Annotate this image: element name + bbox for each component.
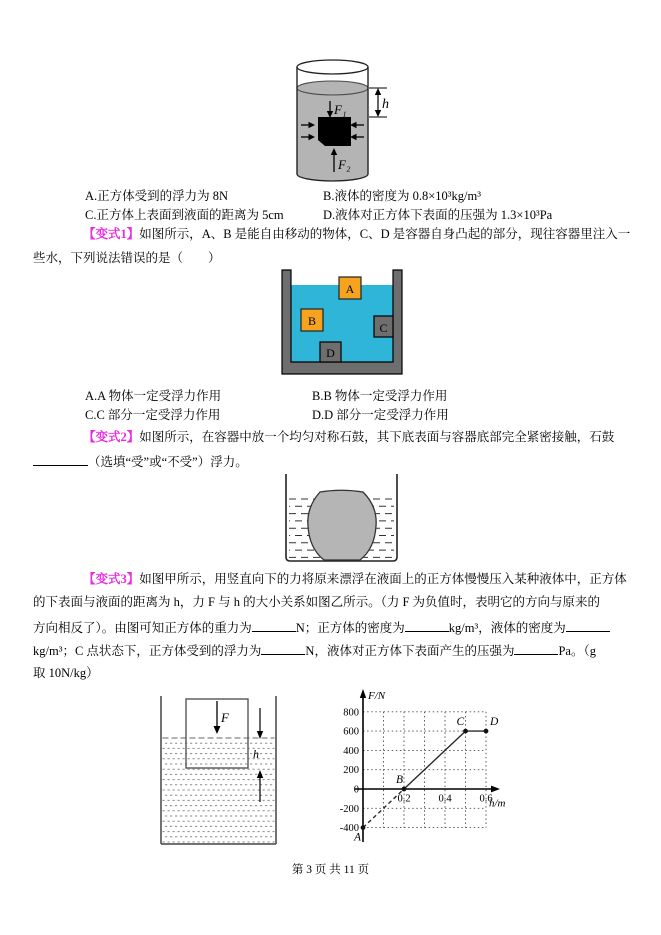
bianshi3-line1: 【变式3】如图甲所示，用竖直向下的力将原来漂浮在液面上的正方体慢慢压入某种液体中，正方体: [83, 572, 627, 586]
answer-blank[interactable]: [514, 641, 558, 655]
bianshi3-line3: 方向相反了）。由图可知正方体的重力为 N；正方体的密度为 kg/m³，液体的密度为: [33, 618, 610, 637]
data-point: [402, 787, 407, 792]
x-axis-arrow: [491, 786, 500, 793]
stone-drum: [308, 490, 376, 560]
cylinder-rim: [297, 60, 368, 74]
bianshi2-label: 【变式2】: [83, 430, 140, 444]
figure-stone-drum: [281, 472, 401, 567]
x-tick-label: 0.6: [479, 793, 493, 805]
option-c: C.C 部分一定受浮力作用: [85, 408, 221, 422]
page-number: 第 3 页 共 11 页: [291, 864, 370, 876]
depth-h-label: h: [253, 747, 259, 761]
x-tick-label: 0.4: [438, 793, 452, 805]
graph-svg: [333, 676, 535, 854]
option-d: D.液体对正方体下表面的压强为 1.3×10³Pa: [323, 208, 553, 222]
block-b-label: B: [307, 314, 317, 328]
y-tick-label: 200: [343, 765, 359, 777]
bianshi1-line1: 【变式1】如图所示，A、B 是能自由移动的物体，C、D 是容器自身凸起的部分，现往容器里注入一: [83, 227, 631, 241]
y-tick-label: -400: [339, 823, 359, 835]
option-a: A.正方体受到的浮力为 8N: [85, 189, 229, 203]
y-tick-label: 800: [343, 707, 359, 719]
depth-h-label: h: [382, 97, 389, 112]
bump-d-label: D: [326, 346, 335, 360]
answer-blank[interactable]: [261, 641, 305, 655]
y-tick-label: 400: [343, 745, 359, 757]
bianshi2-line2: （选填“受”或“不受”）浮力。: [33, 452, 248, 471]
y-tick-label: 0: [353, 784, 359, 796]
option-a: A.A 物体一定受浮力作用: [85, 389, 222, 403]
bianshi1-line2: 些水，下列说法错误的是（ ）: [33, 251, 221, 265]
y-axis-title: F/N: [368, 690, 386, 702]
data-point: [484, 729, 489, 734]
option-b: B.B 物体一定受浮力作用: [312, 389, 448, 403]
bump-c-label: C: [379, 321, 388, 335]
y-tick-label: 600: [343, 726, 359, 738]
answer-blank[interactable]: [252, 618, 296, 632]
answer-blank[interactable]: [405, 618, 449, 632]
option-row: [0, 405, 661, 423]
force-f1-label: F₁: [334, 102, 347, 117]
bianshi3-label: 【变式3】: [83, 572, 140, 586]
data-segment: [404, 731, 466, 789]
black-cube: [318, 117, 351, 146]
figure-cube-pressed: [156, 692, 282, 850]
block-a-label: A: [345, 282, 355, 296]
x-tick-label: 0.2: [397, 793, 411, 805]
data-point: [361, 825, 366, 830]
force-f2-label: F₂: [338, 157, 351, 172]
figure-container-abcd: [281, 268, 405, 378]
figure-cylinder-cube: [290, 57, 396, 185]
data-point-label: D: [490, 716, 499, 729]
liquid-surface: [297, 81, 368, 95]
option-c: C.正方体上表面到液面的距离为 5cm: [85, 208, 284, 222]
bianshi1-label: 【变式1】: [83, 227, 140, 241]
y-axis-arrow: [360, 689, 366, 698]
answer-blank[interactable]: [566, 618, 610, 632]
data-point-label: B: [396, 774, 404, 786]
data-point-label: C: [456, 716, 465, 729]
answer-blank[interactable]: [33, 452, 88, 466]
bianshi3-line5: 取 10N/kg）: [33, 666, 99, 680]
x-axis-title: h/m: [489, 797, 506, 810]
bianshi2-line1: 【变式2】如图所示，在容器中放一个均匀对称石鼓，其下底表面与容器底部完全紧密接触，石鼓: [83, 430, 615, 444]
option-d: D.D 部分一定受浮力作用: [312, 408, 449, 422]
bianshi3-line4: kg/m³；C 点状态下，正方体受到的浮力为 N，液体对正方体下表面产生的压强为 Pa。（g: [33, 641, 596, 660]
option-row: [0, 386, 661, 404]
y-tick-label: -200: [339, 803, 359, 815]
data-point: [463, 729, 468, 734]
option-row: [0, 205, 661, 223]
force-f-label: F: [221, 710, 229, 725]
data-point-label: A: [354, 831, 362, 844]
bianshi3-line2: 的下表面与液面的距离为 h，力 F 与 h 的大小关系如图乙所示。（力 F 为负值时，表明它的方向与原来的: [33, 595, 601, 609]
option-b: B.液体的密度为 0.8×10³kg/m³: [323, 189, 481, 203]
option-row: [0, 186, 661, 204]
